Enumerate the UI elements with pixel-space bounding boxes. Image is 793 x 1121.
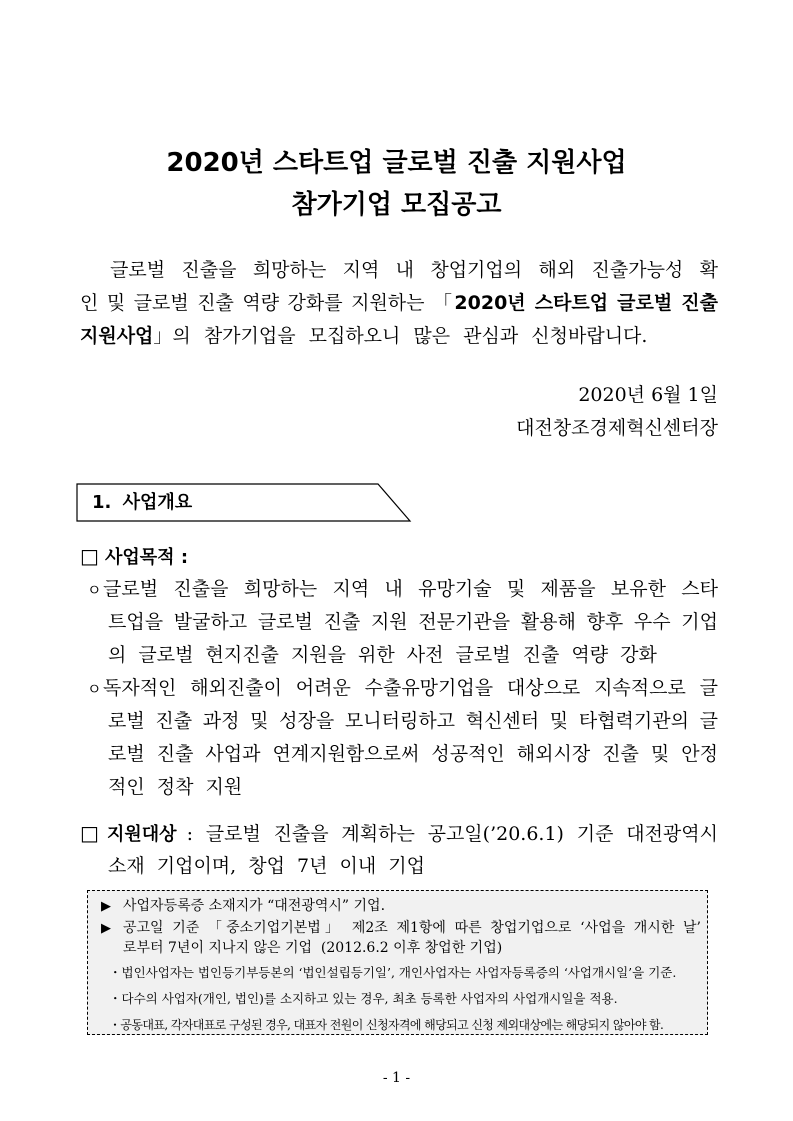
purpose-bullet-2-line-1	[87, 676, 718, 700]
eligibility-line-1	[80, 821, 718, 845]
criteria-item-2-continuation: 로부터 7년이 지나지 않은 기업 (2012.6.2 이후 창업한 기업)	[123, 940, 503, 956]
section-heading: 1. 사업개요	[92, 492, 193, 513]
bullet-text: 독자적인 해외진출이 어려운 수출유망기업을 대상으로 지속적으로 글	[103, 677, 718, 699]
bullet-text: 글로벌 진출을 희망하는 지역 내 유망기술 및 제품을 보유한 스타	[103, 578, 718, 600]
arrow-bullet-icon: ▶	[101, 899, 111, 914]
note-item-3: ・공동대표, 각자대표로 구성된 경우, 대표자 전원이 신청자격에 해당되고 신청 제외대상에는 해당되지 않아야 함.	[109, 1018, 664, 1032]
criteria-item-2	[101, 918, 701, 939]
circle-bullet-icon: ㅇ	[87, 680, 102, 698]
intro-text: 」의 참가기업을 모집하오니 많은 관심과 신청바랍니다.	[153, 325, 648, 347]
purpose-bullet-2-line-2: 로벌 진출 과정 및 성장을 모니터링하고 혁신센터 및 타협력기관의 글	[108, 710, 718, 732]
checkbox-icon: □	[80, 544, 99, 568]
intro-line-3	[80, 324, 647, 348]
purpose-bullet-2-line-4: 적인 정착 지원	[108, 776, 243, 798]
eligibility-line-2: 소재 기업이며, 창업 7년 이내 기업	[108, 855, 425, 877]
criteria-item-1	[101, 896, 385, 917]
page-number: - 1 -	[382, 1070, 411, 1086]
intro-line-1: 글로벌 진출을 희망하는 지역 내 창업기업의 해외 진출가능성 확	[110, 259, 718, 281]
purpose-label: 사업목적 :	[105, 547, 189, 568]
purpose-heading	[80, 544, 188, 568]
intro-program-name: 지원사업	[80, 325, 154, 347]
eligibility-notice-box	[87, 890, 708, 1035]
note-item-2: ・다수의 사업자(개인, 법인)를 소지하고 있는 경우, 최초 등록한 사업자의 사업개시일을 적용.	[109, 991, 618, 1006]
intro-line-2	[80, 291, 718, 315]
intro-program-name: 2020년 스타트업 글로벌 진출	[454, 292, 718, 314]
note-item-1: ・법인사업자는 법인등기부등본의 ‘법인설립등기일’, 개인사업자는 사업자등록증의 ‘사업개시일’을 기준.	[109, 965, 677, 980]
purpose-bullet-1-line-2: 트업을 발굴하고 글로벌 진출 지원 전문기관을 활용해 향후 우수 기업	[108, 611, 718, 633]
arrow-bullet-icon: ▶	[101, 921, 111, 936]
purpose-bullet-1-line-3: 의 글로벌 현지진출 지원을 위한 사전 글로벌 진출 역량 강화	[108, 644, 657, 666]
criteria-text: 공고일 기준 「중소기업기본법」 제2조 제1항에 따른 창업기업으로 ‘사업을 개시한 날’	[123, 920, 701, 936]
intro-text: 인 및 글로벌 진출 역량 강화를 지원하는 「	[80, 292, 455, 314]
circle-bullet-icon: ㅇ	[87, 581, 102, 599]
page-title-line-1: 2020년 스타트업 글로벌 진출 지원사업	[166, 148, 627, 178]
checkbox-icon: □	[80, 821, 99, 845]
page-title-line-2: 참가기업 모집공고	[291, 190, 502, 220]
eligibility-label: 지원대상	[107, 824, 177, 845]
eligibility-text: : 글로벌 진출을 계획하는 공고일(’20.6.1) 기준 대전광역시	[186, 823, 718, 845]
criteria-text: 사업자등록증 소재지가 “대전광역시” 기업.	[123, 898, 386, 914]
announcement-date: 2020년 6월 1일	[578, 384, 718, 406]
purpose-bullet-1-line-1	[87, 577, 718, 601]
purpose-bullet-2-line-3: 로벌 진출 사업과 연계지원함으로써 성공적인 해외시장 진출 및 안정	[108, 743, 718, 765]
issuer-name: 대전창조경제혁신센터장	[516, 417, 718, 439]
